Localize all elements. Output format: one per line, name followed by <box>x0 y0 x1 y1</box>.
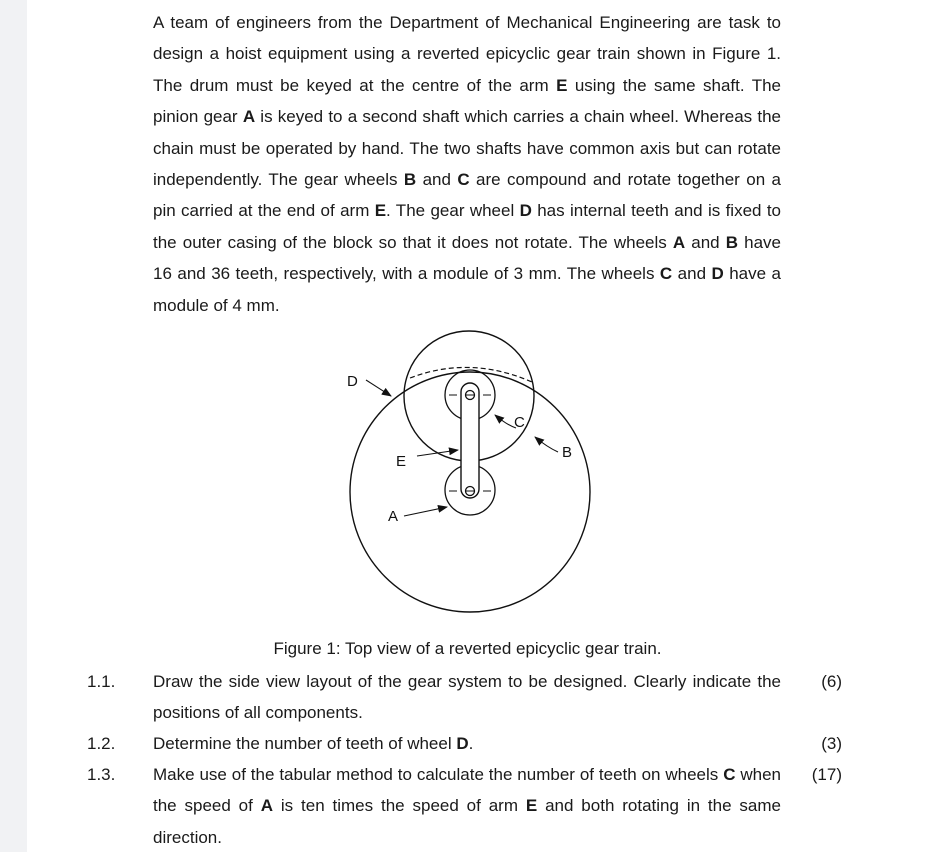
label-c: C <box>514 414 525 431</box>
gear-train-figure <box>335 330 605 620</box>
intro-paragraph: A team of engineers from the Department of Mechanical Engineering are task to design a hoist equipment using a reverted epicyclic gear train shown in Figure 1. The drum must be keyed at the centre of the arm E using the same shaft. The pinion gear A is keyed to a second shaft which carries a chain wheel. Whereas the chain must be operated by hand. The two shafts have common axis but can rotate independently. The gear wheels B and C are compound and rotate together on a pin carried at the end of arm E. The gear wheel D has internal teeth and is fixed to the outer casing of the block so that it does not rotate. The wheels A and B have 16 and 36 teeth, respectively, with a module of 3 mm. The wheels C and D have a module of 4 mm. <box>153 13 782 315</box>
arm-e <box>461 383 479 498</box>
question-number: 1.2. <box>87 734 116 753</box>
figure-caption: Figure 1: Top view of a reverted epicyclic gear train. <box>273 639 662 658</box>
question-number: 1.1. <box>87 672 116 691</box>
question-text: Make use of the tabular method to calculate the number of teeth on wheels C when the speed of A is ten times the speed of arm E and both rotating in the same direction. <box>153 765 781 847</box>
question-text: Determine the number of teeth of wheel D. <box>153 734 474 753</box>
question-text: Draw the side view layout of the gear system to be designed. Clearly indicate the positions of all components. <box>153 672 781 723</box>
question-marks: (17) <box>811 765 842 784</box>
question-number: 1.3. <box>87 765 116 784</box>
label-b: B <box>562 444 573 461</box>
label-d: D <box>347 373 358 390</box>
question-marks: (6) <box>821 672 842 691</box>
label-e: E <box>396 453 407 470</box>
left-margin-strip <box>0 0 27 852</box>
question-marks: (3) <box>821 734 842 753</box>
label-a: A <box>388 508 399 525</box>
